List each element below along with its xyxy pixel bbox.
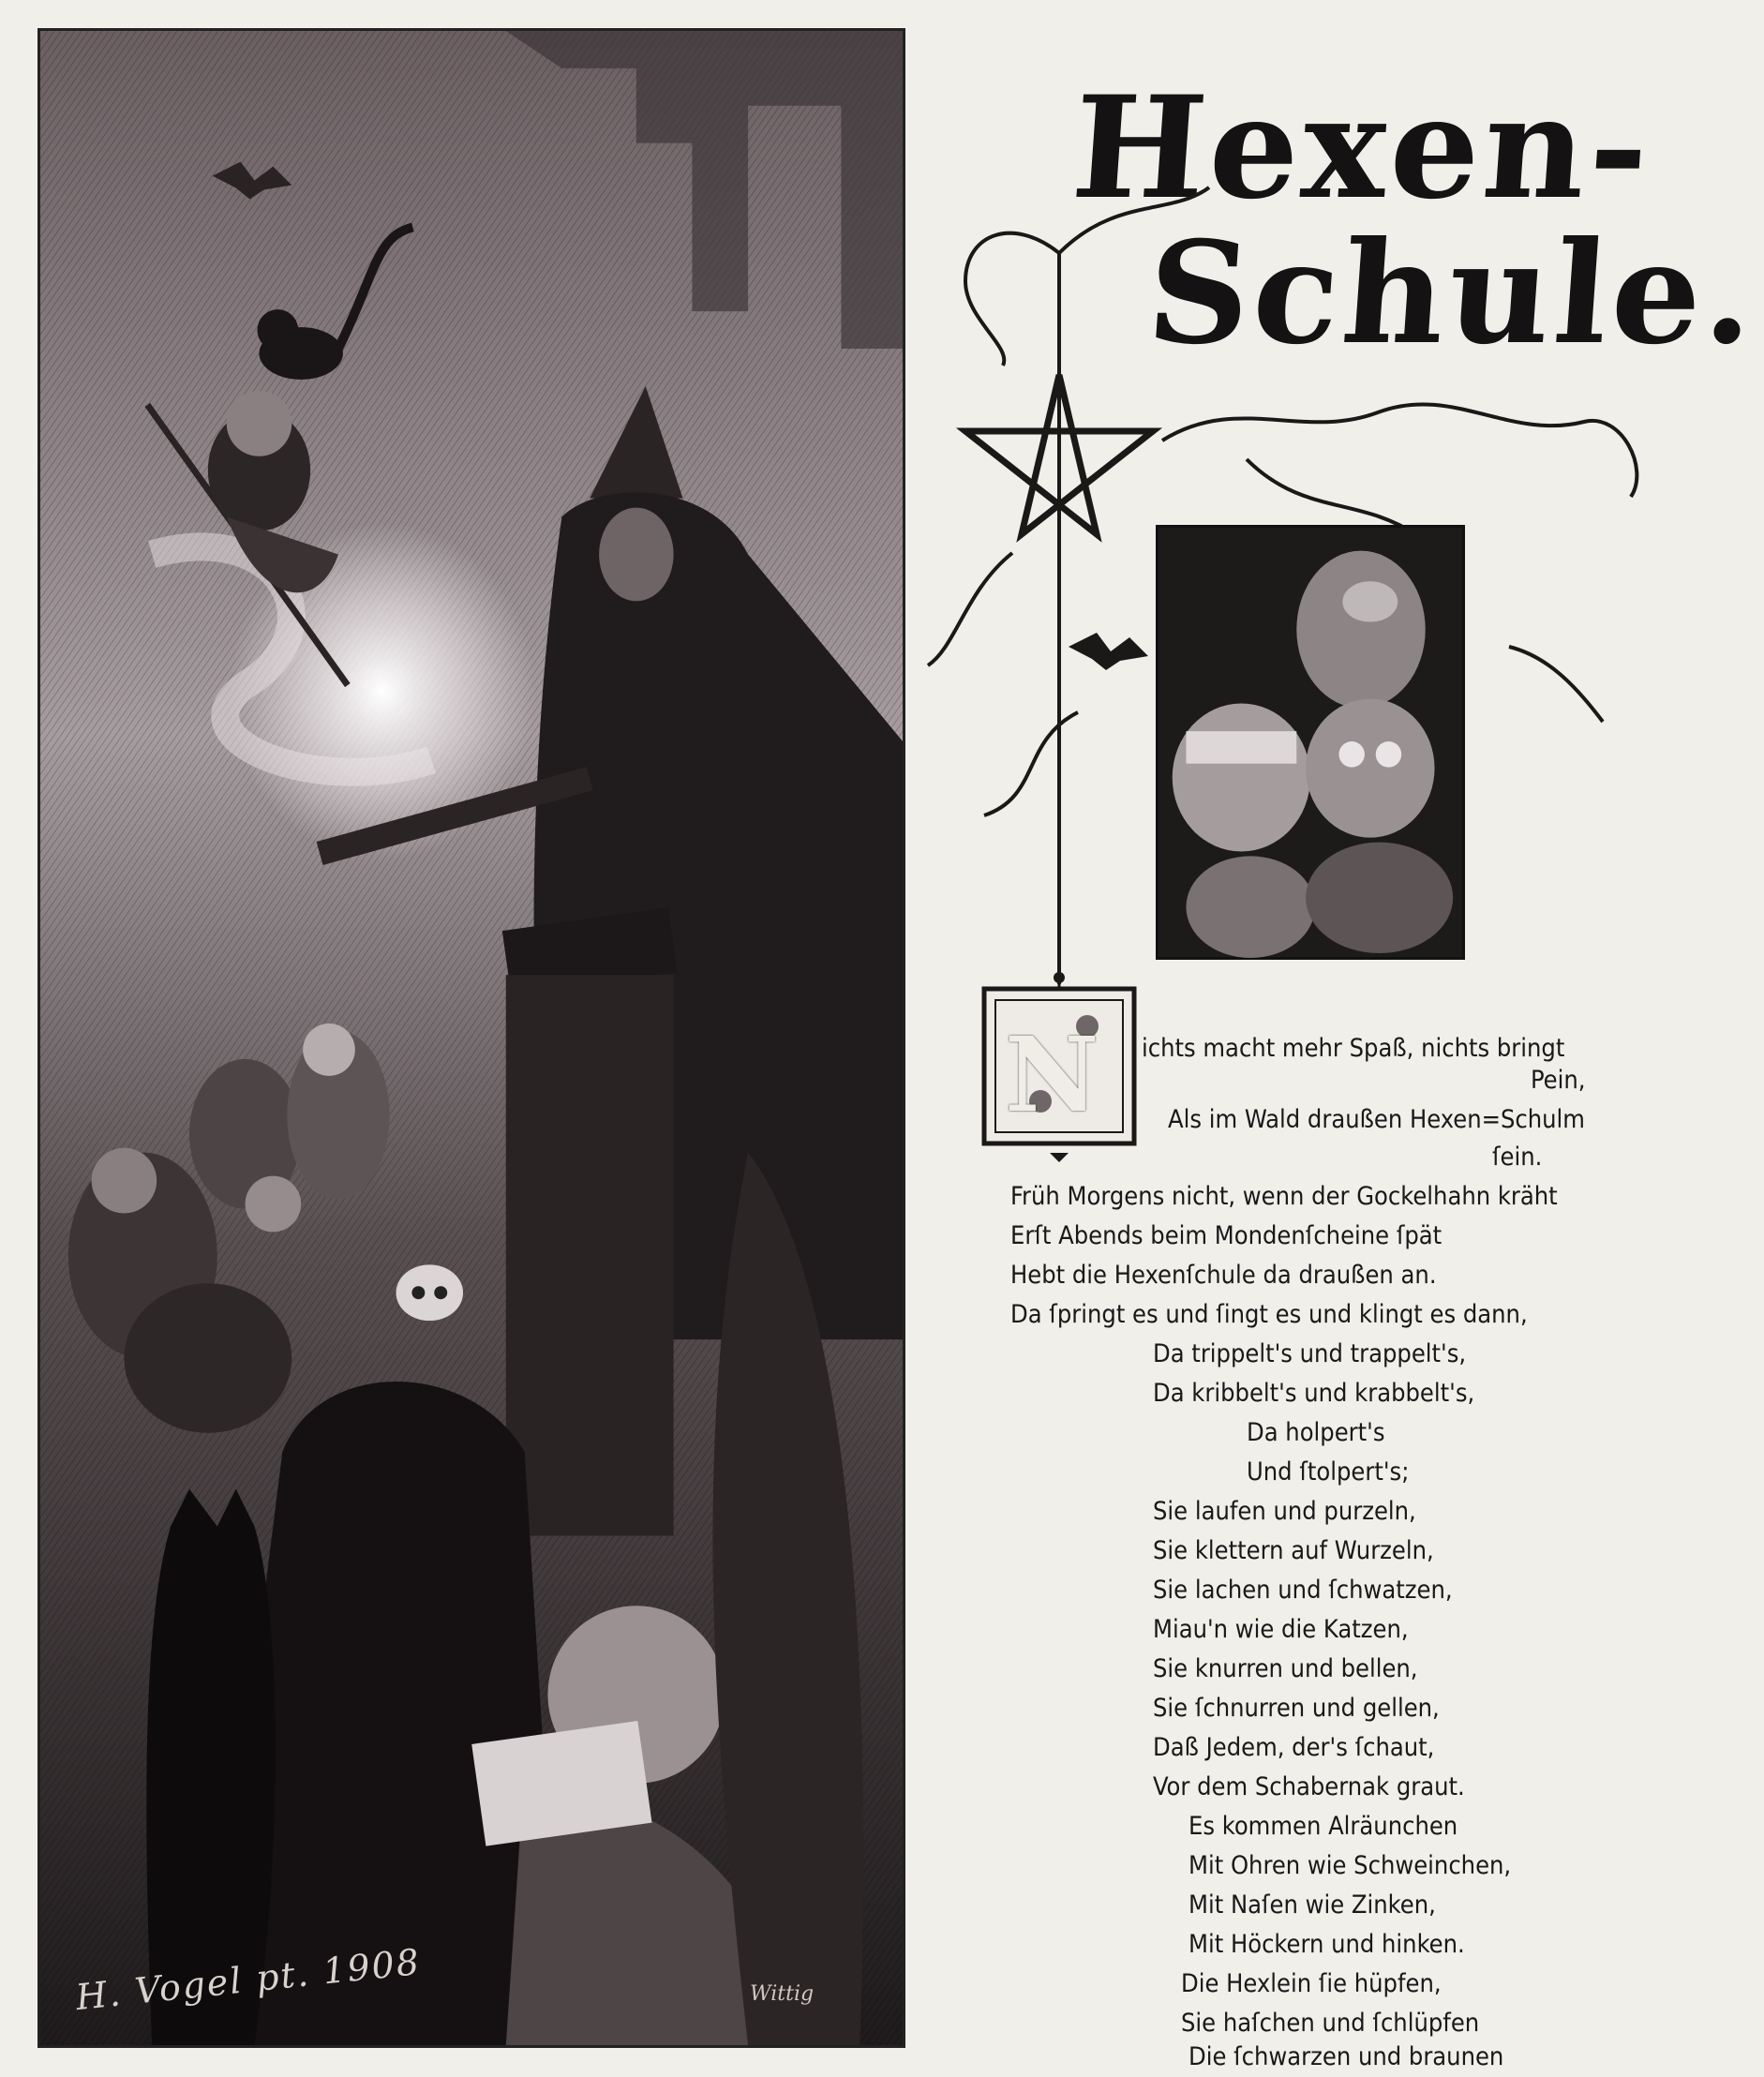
poem-line: ichts macht mehr Spaß, nichts bringt	[1142, 1034, 1565, 1063]
poem-line: Mit Naſen wie Zinken,	[1188, 1890, 1436, 1920]
poem-line: Sie haſchen und ſchlüpfen	[1181, 2009, 1480, 2038]
poem-line: Sie knurren und bellen,	[1153, 1654, 1418, 1683]
poem-line: Es kommen Alräunchen	[1188, 1812, 1458, 1841]
skull-icon	[396, 1264, 464, 1321]
poem-line: Miau'n wie die Katzen,	[1153, 1615, 1409, 1644]
drop-cap-letter: N	[1005, 1014, 1099, 1135]
poem-line: Die Hexlein ſie hüpfen,	[1181, 1969, 1442, 1998]
witch-school-illustration	[37, 28, 905, 2048]
poem-line: Sie klettern auf Wurzeln,	[1153, 1536, 1434, 1565]
poem-line: Erſt Abends beim Mondenſcheine ſpät	[1010, 1221, 1443, 1250]
poem-line: Pein,	[1531, 1066, 1586, 1095]
bat-icon	[1069, 633, 1148, 670]
poem-line: Daß Jedem, der's ſchaut,	[1153, 1733, 1435, 1762]
poem-line: Früh Morgens nicht, wenn der Gockelhahn kräht	[1010, 1182, 1558, 1211]
poem-line: Da trippelt's und trappelt's,	[1153, 1339, 1467, 1368]
poem-line: Mit Höckern und hinken.	[1188, 1930, 1465, 1959]
poem-line: Hebt die Hexenſchule da draußen an.	[1010, 1261, 1437, 1290]
engraving-artwork	[40, 31, 903, 2045]
title-line-2: Schule.	[1142, 211, 1764, 376]
poem-text	[984, 1029, 1653, 2072]
title-line-1: Hexen-	[1067, 66, 1658, 231]
poem-line: Da kribbelt's und krabbelt's,	[1153, 1379, 1475, 1408]
poem-line: Als im Wald draußen Hexen=Schulm	[1168, 1105, 1585, 1134]
inset-artwork	[1159, 528, 1462, 957]
poem-line: Sie laufen und purzeln,	[1153, 1497, 1416, 1526]
poem-line: Sie lachen und ſchwatzen,	[1153, 1576, 1453, 1605]
artist-signature: H. Vogel pt. 1908	[73, 1940, 423, 2019]
engraver-mark: Wittig	[750, 1982, 815, 2006]
inset-illustration	[1156, 525, 1465, 960]
poem-line: Vor dem Schabernak graut.	[1153, 1772, 1465, 1801]
poem-line: Sie ſchnurren und gellen,	[1153, 1694, 1440, 1723]
poem-line: Die ſchwarzen und braunen	[1188, 2042, 1504, 2071]
poem-line: Da holpert's	[1247, 1418, 1385, 1447]
book-icon	[502, 907, 678, 1535]
poem-line: ſein.	[1492, 1143, 1543, 1172]
poem-line: Da ſpringt es und ſingt es und klingt es dann,	[1010, 1300, 1528, 1329]
poem-line: Und ſtolpert's;	[1247, 1457, 1410, 1487]
poem-line: Mit Ohren wie Schweinchen,	[1188, 1851, 1512, 1880]
